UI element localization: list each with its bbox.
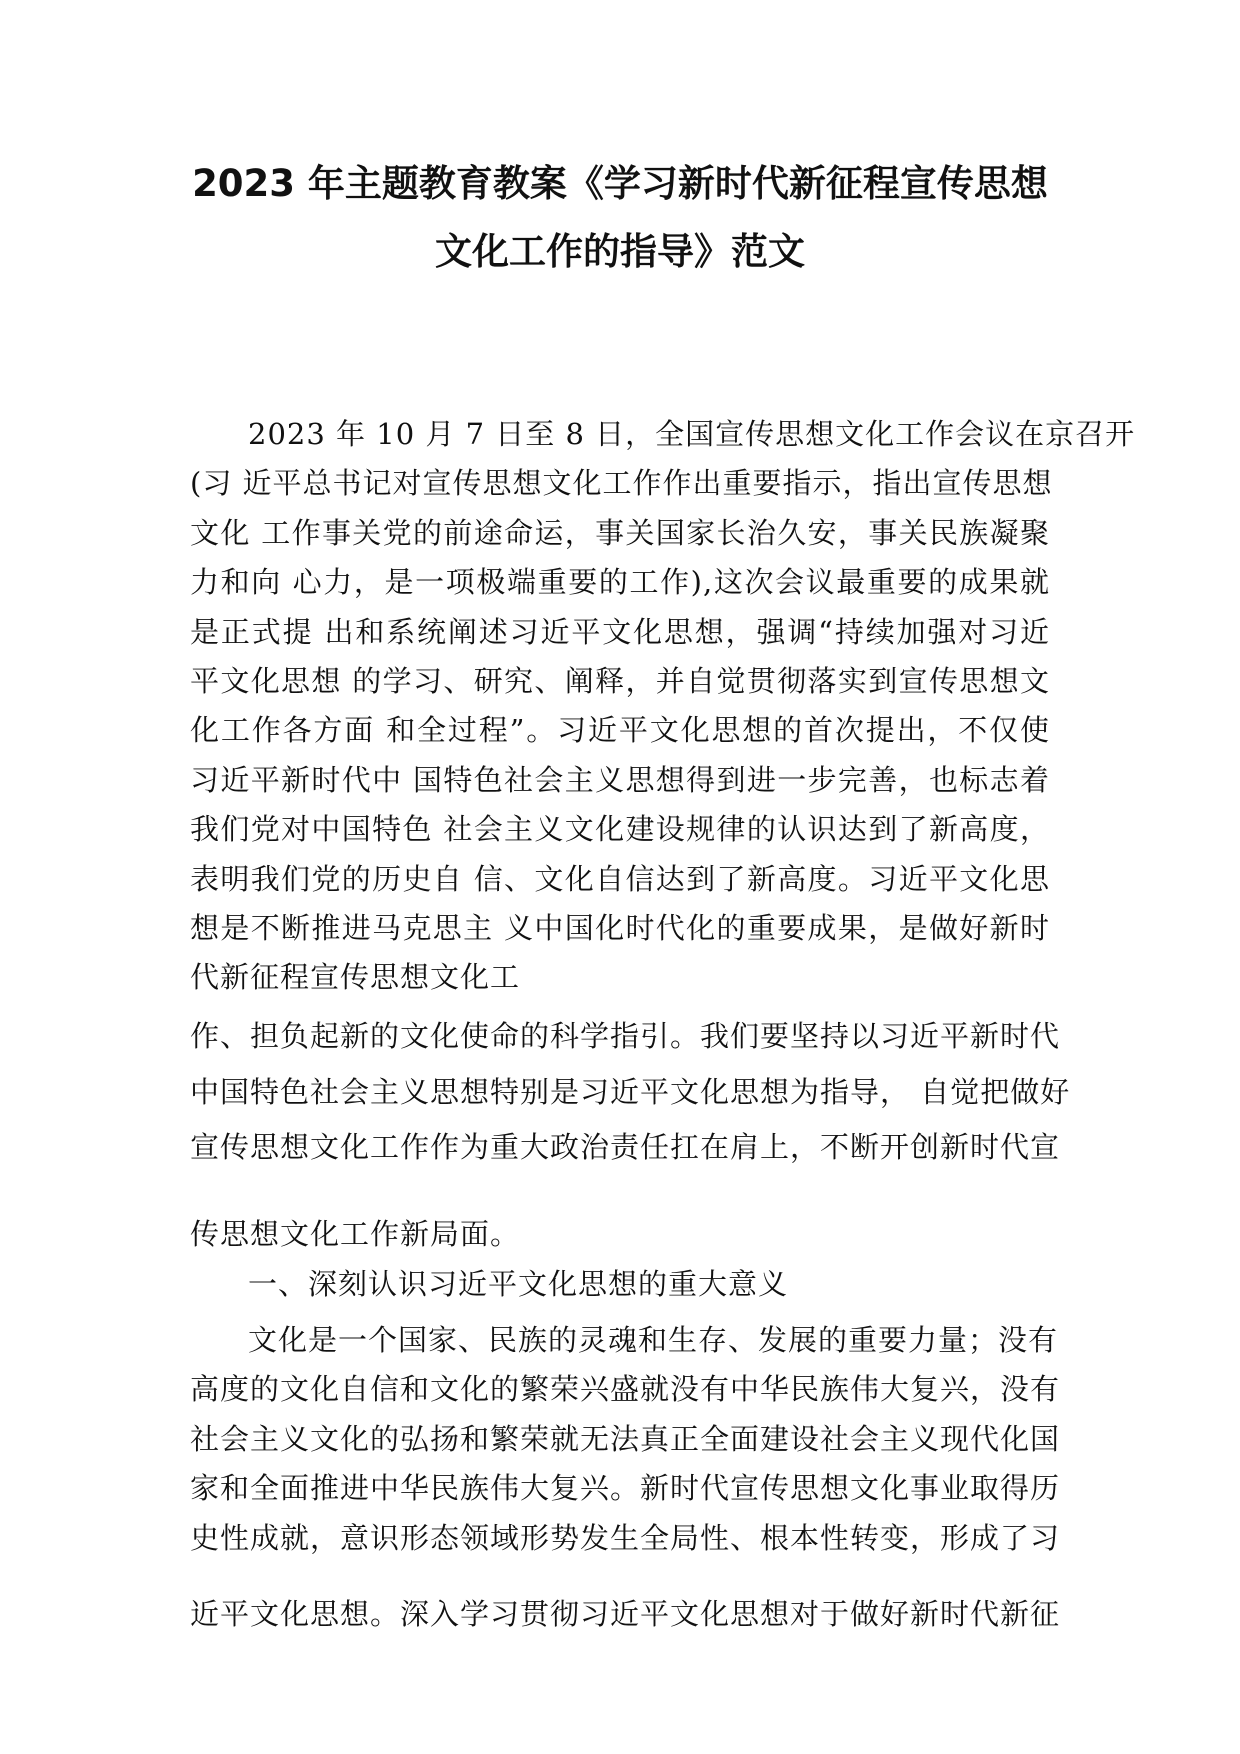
paragraph-line: 史性成就，意识形态领域形势发生全局性、根本性转变，形成了习: [190, 1520, 1061, 1555]
paragraph-line: 宣传思想文化工作作为重大政治责任扛在肩上，不断开创新时代宣: [190, 1130, 1061, 1165]
paragraph-line: 作、担负起新的文化使命的科学指引。我们要坚持以习近平新时代: [190, 1019, 1061, 1053]
paragraph-line: 力和向 心力，是一项极端重要的工作),这次会议最重要的成果就: [190, 565, 1050, 600]
section-heading: [190, 1260, 1050, 1309]
paragraph-line: 高度的文化自信和文化的繁荣兴盛就没有中华民族伟大复兴，没有: [190, 1372, 1061, 1407]
paragraph-3: [190, 1316, 1061, 1563]
paragraph-line: 家和全面推进中华民族伟大复兴。新时代宣传思想文化事业取得历: [190, 1471, 1061, 1506]
paragraph-line: 我们党对中国特色 社会主义文化建设规律的认识达到了新高度，: [190, 812, 1050, 847]
paragraph-line: 平文化思想 的学习、研究、阐释，并自觉贯彻落实到宣传思想文: [190, 663, 1050, 698]
document-title: [190, 150, 1050, 286]
paragraph-line: 社会主义文化的弘扬和繁荣就无法真正全面建设社会主义现代化国: [190, 1421, 1061, 1456]
paragraph-line: 想是不断推进马克思主 义中国化时代化的重要成果，是做好新时: [190, 910, 1050, 945]
paragraph-line: 2023 年 10 月 7 日至 8 日，全国宣传思想文化工作会议在京召开: [248, 417, 1136, 451]
paragraph-line: 文化 工作事关党的前途命运，事关国家长治久安，事关民族凝聚: [190, 515, 1050, 550]
paragraph-line: 代新征程宣传思想文化工: [190, 960, 521, 995]
paragraph-line: 近平文化思想。深入学习贯彻习近平文化思想对于做好新时代新征: [190, 1597, 1061, 1631]
heading-line: 一、深刻认识习近平文化思想的重大意义: [248, 1267, 789, 1301]
title-line-2: 文化工作的指导》范文: [435, 230, 805, 273]
paragraph-line: 传思想文化工作新局面。: [190, 1217, 521, 1251]
paragraph-3-continued: [190, 1590, 1061, 1639]
paragraph-line: 中国特色社会主义思想特别是习近平文化思想为指导， 自觉把做好: [190, 1075, 1071, 1110]
paragraph-1: [190, 410, 1136, 1003]
paragraph-2-end: [190, 1206, 1050, 1262]
paragraph-line: 化工作各方面 和全过程”。习近平文化思想的首次提出，不仅使: [190, 713, 1050, 748]
paragraph-line: 文化是一个国家、民族的灵魂和生存、发展的重要力量；没有: [248, 1323, 1059, 1357]
paragraph-line: (习 近平总书记对宣传思想文化工作作出重要指示，指出宣传思想: [190, 466, 1053, 501]
paragraph-line: 习近平新时代中 国特色社会主义思想得到进一步完善，也标志着: [190, 762, 1050, 797]
paragraph-line: 是正式提 出和系统阐述习近平文化思想，强调“持续加强对习近: [190, 614, 1050, 649]
title-line-1: 2023 年主题教育教案《学习新时代新征程宣传思想: [192, 162, 1048, 205]
paragraph-line: 表明我们党的历史自 信、文化自信达到了新高度。习近平文化思: [190, 861, 1050, 896]
paragraph-2: [190, 1012, 1071, 1173]
